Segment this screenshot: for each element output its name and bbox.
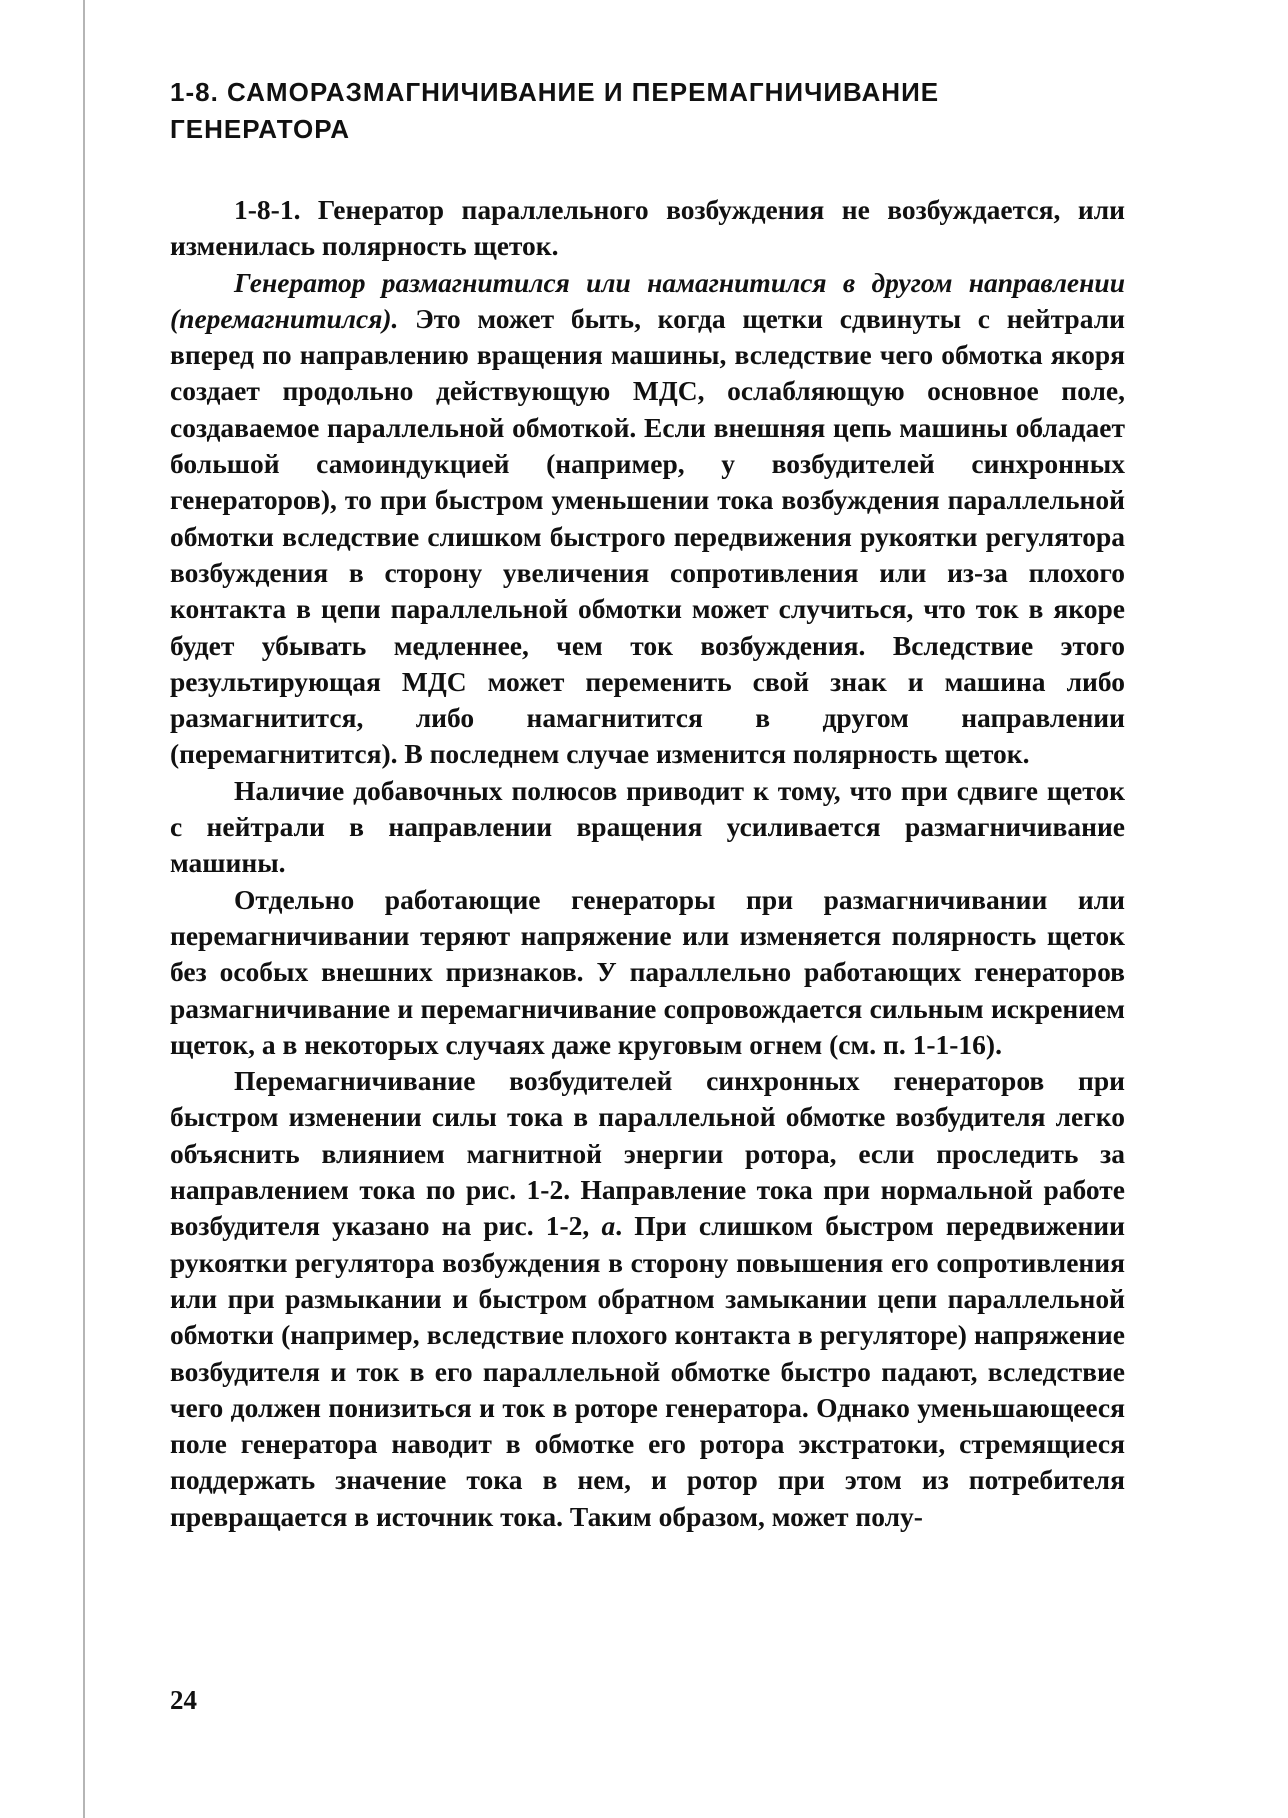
section-title-line-1: 1-8. САМОРАЗМАГНИЧИВАНИЕ И ПЕРЕМАГНИЧИВАНИЕ: [170, 77, 940, 107]
paragraph-3: Отдельно работающие генераторы при размагничивании или перемагничивании теряют напряжение или изменяется полярность щеток без особых внешних признаков. У параллельно работающих генераторов размагничивание и перемагничивание сопровождается сильным искрением щеток, а в некоторых случаях даже круговым огнем (см. п. 1-1-16).: [170, 883, 1125, 1060]
paragraph-1: [170, 265, 1125, 773]
paragraph-1-body: Это может быть, когда щетки сдвинуты с нейтрали вперед по направлению вращения машины, вследствие чего обмотка якоря создает продольно действующую МДС, ослабляющую основное поле, создаваемое параллельной обмоткой. Если внешняя цепь машины обладает большой самоиндукцией (например, у возбудителей синхронных генераторов), то при быстром уменьшении тока возбуждения параллельной обмотки вследствие слишком быстрого передвижения рукоятки регулятора возбуждения в сторону увеличения сопротивления или из-за плохого контакта в цепи параллельной обмотки может случиться, что ток в якоре будет убывать медленнее, чем ток возбуждения. Вследствие этого результирующая МДС может переменить свой знак и машина либо размагнитится, либо намагнитится в другом направлении (перемагнитится). В последнем случае изменится полярность щеток.: [170, 302, 1125, 770]
paragraph-2: Наличие добавочных полюсов приводит к тому, что при сдвиге щеток с нейтрали в направлении вращения усиливается размагничивание машины.: [170, 774, 1125, 879]
document-page: [170, 74, 1125, 1535]
paragraph-4-figure-letter: а: [601, 1210, 616, 1242]
section-title: [170, 74, 1125, 148]
paragraph-4-part-b: . При слишком быстром передвижении рукоятки регулятора возбуждения в сторону повышения его сопротивления или при размыкании и быстром обратном замыкании цепи параллельной обмотки (например, вследствие плохого контакта в регуляторе) напряжение возбудителя и ток в его параллельной обмотке быстро падают, вследствие чего должен понизиться и ток в роторе генератора. Однако уменьшающееся поле генератора наводит в обмотке его ротора экстратоки, стремящиеся поддержать значение тока в нем, и ротор при этом из потребителя превращается в источник тока. Таким образом, может полу-: [170, 1210, 1125, 1532]
page-number: 24: [170, 1685, 197, 1715]
page-edge-line: [83, 0, 85, 1818]
paragraph-4: [170, 1063, 1125, 1535]
paragraph-4-part-a: Перемагничивание возбудителей синхронных генераторов при быстром изменении силы тока в параллельной обмотке возбудителя легко объяснить влиянием магнитной энергии ротора, если проследить за направлением тока по рис. 1-2. Направление тока при нормальной работе возбудителя указано на рис. 1-2,: [170, 1065, 1125, 1242]
subsection-heading: 1-8-1. Генератор параллельного возбуждения не возбуждается, или изменилась полярность щеток.: [170, 194, 1125, 262]
paragraph-1-italic-lead: Генератор размагнитился или намагнитился в другом направлении (перемагнитился).: [170, 266, 1125, 334]
section-title-line-2: ГЕНЕРАТОРА: [170, 114, 351, 144]
